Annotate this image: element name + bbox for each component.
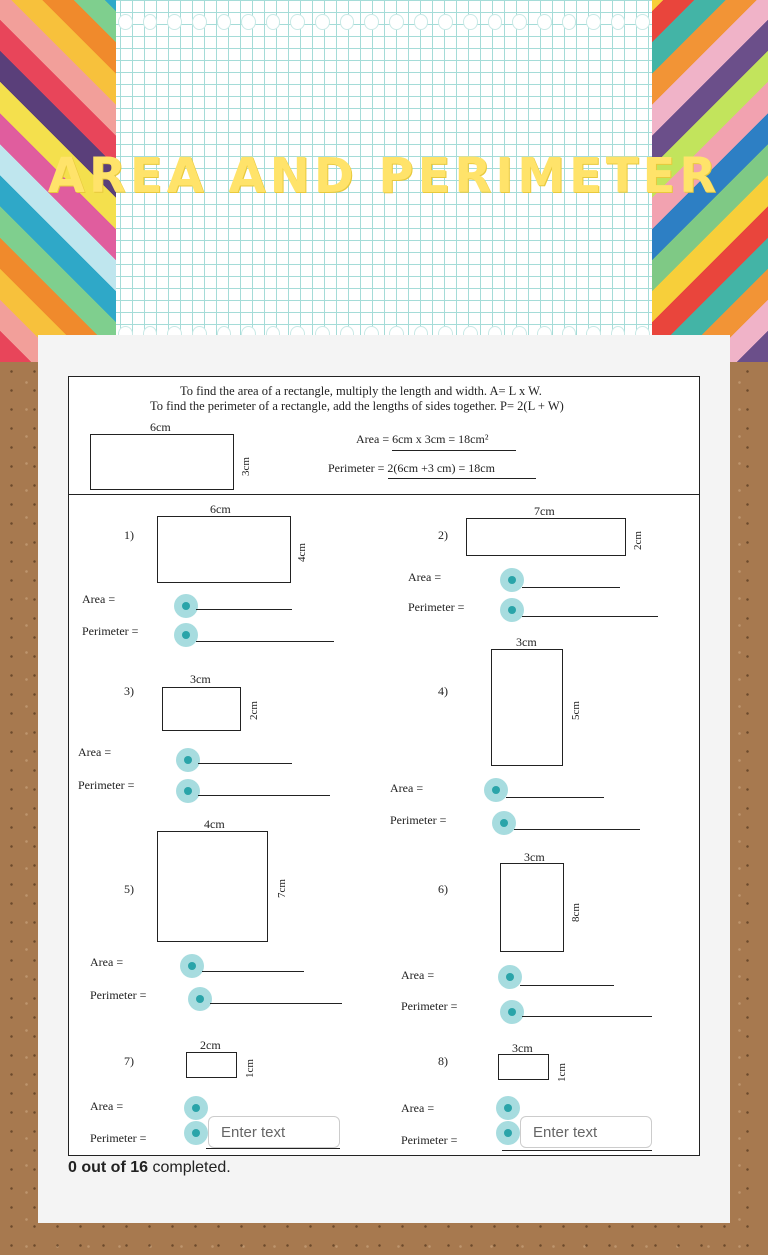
problem-7-rectangle [186,1052,237,1078]
problem-7-area-hotspot[interactable] [184,1096,208,1120]
notebook-holes-top [118,14,650,30]
problem-6-area-hotspot[interactable] [498,965,522,989]
problem-2-number: 2) [438,528,448,542]
problem-5-number: 5) [124,882,134,896]
problem-2-perimeter-hotspot[interactable] [500,598,524,622]
page-title: AREA AND PERIMETER [47,148,721,204]
problem-5-perimeter-blank [210,1003,342,1004]
problem-1-area-label: Area = [82,592,116,606]
problem-2-height: 2cm [632,531,644,550]
problem-1-area-blank [196,609,292,610]
problem-5-area-hotspot[interactable] [180,954,204,978]
completed-suffix: completed. [152,1159,231,1176]
problem-4-width: 3cm [516,635,537,649]
problem-3-height: 2cm [248,701,260,720]
completed-count: 0 out of 16 [68,1159,149,1176]
problem-1-number: 1) [124,528,134,542]
section-divider [68,494,700,495]
problem-3-width: 3cm [190,672,211,686]
problem-4-perimeter-blank [514,829,640,830]
problem-2-perimeter-blank [522,616,658,617]
problem-3-perimeter-blank [198,795,330,796]
problem-6-number: 6) [438,882,448,896]
problem-8-height: 1cm [556,1063,568,1082]
problem-6-width: 3cm [524,850,545,864]
instruction-perimeter: To find the perimeter of a rectangle, add the lengths of sides together. P= 2(L + W) [150,399,564,413]
problem-8-area-hotspot[interactable] [496,1096,520,1120]
problem-3-perimeter-hotspot[interactable] [176,779,200,803]
problem-5-area-label: Area = [90,955,124,969]
problem-5-area-blank [202,971,304,972]
problem-6-perimeter-blank [522,1016,652,1017]
example-perimeter-underline [388,478,536,479]
example-perimeter: Perimeter = 2(6cm +3 cm) = 18cm [328,461,495,475]
example-area: Area = 6cm x 3cm = 18cm² [356,432,489,446]
problem-8-perimeter-input[interactable] [520,1116,652,1148]
problem-4-perimeter-hotspot[interactable] [492,811,516,835]
problem-3-area-label: Area = [78,745,112,759]
problem-2-width: 7cm [534,504,555,518]
problem-7-number: 7) [124,1054,134,1068]
completion-status [68,1159,231,1177]
problem-6-area-label: Area = [401,968,435,982]
problem-8-area-label: Area = [401,1101,435,1115]
problem-1-perimeter-hotspot[interactable] [174,623,198,647]
problem-7-height: 1cm [244,1059,256,1078]
problem-1-perimeter-blank [196,641,334,642]
problem-1-height: 4cm [296,543,308,562]
problem-1-rectangle [157,516,291,583]
problem-2-area-blank [522,587,620,588]
problem-2-area-label: Area = [408,570,442,584]
problem-7-perimeter-hotspot[interactable] [184,1121,208,1145]
problem-3-perimeter-label: Perimeter = [78,778,135,792]
problem-7-perimeter-input[interactable] [208,1116,340,1148]
problem-8-perimeter-label: Perimeter = [401,1133,458,1147]
example-area-underline [392,450,516,451]
problem-1-perimeter-label: Perimeter = [82,624,139,638]
problem-4-area-label: Area = [390,781,424,795]
problem-3-area-hotspot[interactable] [176,748,200,772]
problem-5-perimeter-hotspot[interactable] [188,987,212,1011]
problem-5-height: 7cm [276,879,288,898]
problem-4-height: 5cm [570,701,582,720]
problem-6-area-blank [520,985,614,986]
problem-3-number: 3) [124,684,134,698]
problem-7-perimeter-label: Perimeter = [90,1131,147,1145]
problem-1-width: 6cm [210,502,231,516]
problem-2-perimeter-label: Perimeter = [408,600,465,614]
problem-3-area-blank [198,763,292,764]
problem-4-area-hotspot[interactable] [484,778,508,802]
problem-8-number: 8) [438,1054,448,1068]
problem-8-rectangle [498,1054,549,1080]
problem-6-perimeter-hotspot[interactable] [500,1000,524,1024]
example-height-label: 3cm [240,457,252,476]
problem-8-perimeter-hotspot[interactable] [496,1121,520,1145]
problem-2-area-hotspot[interactable] [500,568,524,592]
problem-4-area-blank [506,797,604,798]
problem-7-perimeter-blank [206,1148,340,1149]
problem-7-width: 2cm [200,1038,221,1052]
header-banner [0,0,768,362]
problem-8-width: 3cm [512,1041,533,1055]
problem-4-perimeter-label: Perimeter = [390,813,447,827]
problem-5-perimeter-label: Perimeter = [90,988,147,1002]
problem-6-perimeter-label: Perimeter = [401,999,458,1013]
problem-1-area-hotspot[interactable] [174,594,198,618]
problem-5-width: 4cm [204,817,225,831]
problem-3-rectangle [162,687,241,731]
problem-6-height: 8cm [570,903,582,922]
problem-4-rectangle [491,649,563,766]
problem-5-rectangle [157,831,268,942]
problem-4-number: 4) [438,684,448,698]
example-width-label: 6cm [150,420,171,434]
problem-8-perimeter-blank [502,1150,652,1151]
problem-7-area-label: Area = [90,1099,124,1113]
instruction-area: To find the area of a rectangle, multiply the length and width. A= L x W. [180,384,542,398]
problem-6-rectangle [500,863,564,952]
problem-2-rectangle [466,518,626,556]
example-rectangle [90,434,234,490]
worksheet-image [68,376,700,1156]
